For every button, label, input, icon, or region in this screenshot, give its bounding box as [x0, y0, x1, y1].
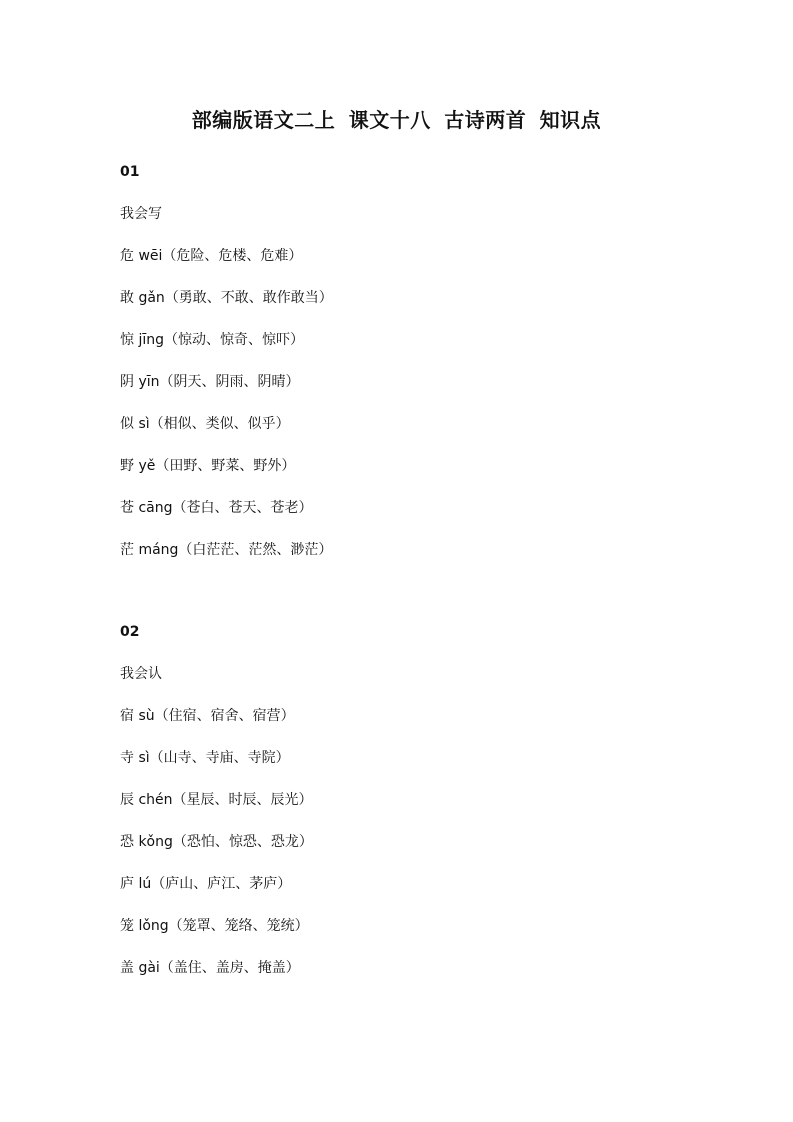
list-item: 危 wēi（危险、危楼、危难） [120, 248, 303, 264]
list-item: 野 yě（田野、野菜、野外） [120, 458, 296, 474]
list-item: 宿 sù（住宿、宿舍、宿营） [120, 708, 295, 724]
page-title: 部编版语文二上 课文十八 古诗两首 知识点 [191, 108, 602, 132]
list-item: 盖 gài（盖住、盖房、掩盖） [120, 960, 300, 976]
list-item: 辰 chén（星辰、时辰、辰光） [120, 792, 313, 808]
list-item: 茫 máng（白茫茫、茫然、渺茫） [120, 542, 333, 558]
list-item: 似 sì（相似、类似、似乎） [120, 416, 290, 432]
list-item: 惊 jīng（惊动、惊奇、惊吓） [120, 332, 304, 348]
list-item: 苍 cāng（苍白、苍天、苍老） [120, 500, 313, 516]
section-recognize [120, 611, 333, 989]
list-item: 敢 gǎn（勇敢、不敢、敢作敢当） [120, 290, 333, 306]
section-number: 02 [120, 624, 140, 640]
section-write [120, 151, 333, 571]
document-body [120, 151, 333, 989]
section-heading: 我会写 [120, 206, 162, 222]
list-item: 恐 kǒng（恐怕、惊恐、恐龙） [120, 834, 313, 850]
list-item: 庐 lú（庐山、庐江、茅庐） [120, 876, 292, 892]
section-number: 01 [120, 164, 140, 180]
list-item: 笼 lǒng（笼罩、笼络、笼统） [120, 918, 309, 934]
list-item: 阴 yīn（阴天、阴雨、阴晴） [120, 374, 300, 390]
section-heading: 我会认 [120, 666, 162, 682]
list-item: 寺 sì（山寺、寺庙、寺院） [120, 750, 290, 766]
